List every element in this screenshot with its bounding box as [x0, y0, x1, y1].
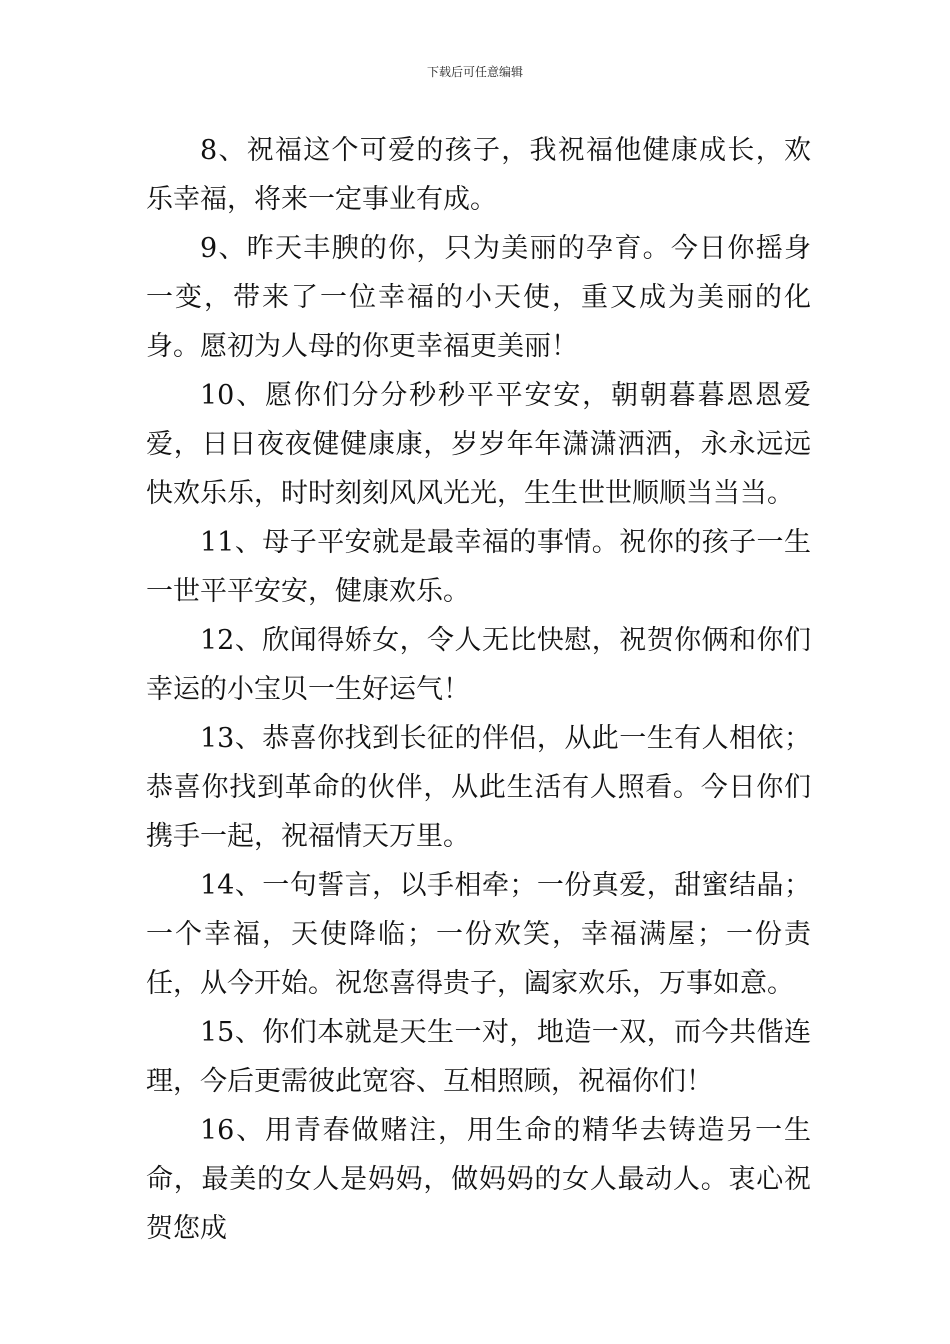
page-header-note: 下载后可任意编辑: [426, 65, 523, 79]
paragraph-13: 13、恭喜你找到长征的伴侣，从此一生有人相依；恭喜你找到革命的伙伴，从此生活有人照看。今日你们携手一起，祝福情天万里。: [146, 723, 811, 852]
paragraph-11: 11、母子平安就是最幸福的事情。祝你的孩子一生一世平平安安，健康欢乐。: [146, 527, 811, 607]
document-body: [146, 126, 811, 1253]
paragraph-16: 16、用青春做赌注，用生命的精华去铸造另一生命，最美的女人是妈妈，做妈妈的女人最动人。衷心祝贺您成: [146, 1115, 811, 1244]
paragraph-14: 14、一句誓言，以手相牵；一份真爱，甜蜜结晶；一个幸福，天使降临；一份欢笑，幸福满屋；一份责任，从今开始。祝您喜得贵子，阖家欢乐，万事如意。: [146, 870, 811, 999]
paragraph-10: 10、愿你们分分秒秒平平安安，朝朝暮暮恩恩爱爱，日日夜夜健健康康，岁岁年年潇潇洒洒，永永远远快欢乐乐，时时刻刻风风光光，生生世世顺顺当当当。: [146, 380, 811, 509]
paragraph-15: 15、你们本就是天生一对，地造一双，而今共偕连理，今后更需彼此宽容、互相照顾，祝福你们！: [146, 1017, 811, 1097]
paragraph-9: 9、昨天丰腴的你，只为美丽的孕育。今日你摇身一变，带来了一位幸福的小天使，重又成为美丽的化身。愿初为人母的你更幸福更美丽！: [146, 233, 811, 362]
paragraph-12: 12、欣闻得娇女，令人无比快慰，祝贺你俩和你们幸运的小宝贝一生好运气！: [146, 625, 811, 705]
paragraph-8: 8、祝福这个可爱的孩子，我祝福他健康成长，欢乐幸福，将来一定事业有成。: [146, 135, 811, 215]
